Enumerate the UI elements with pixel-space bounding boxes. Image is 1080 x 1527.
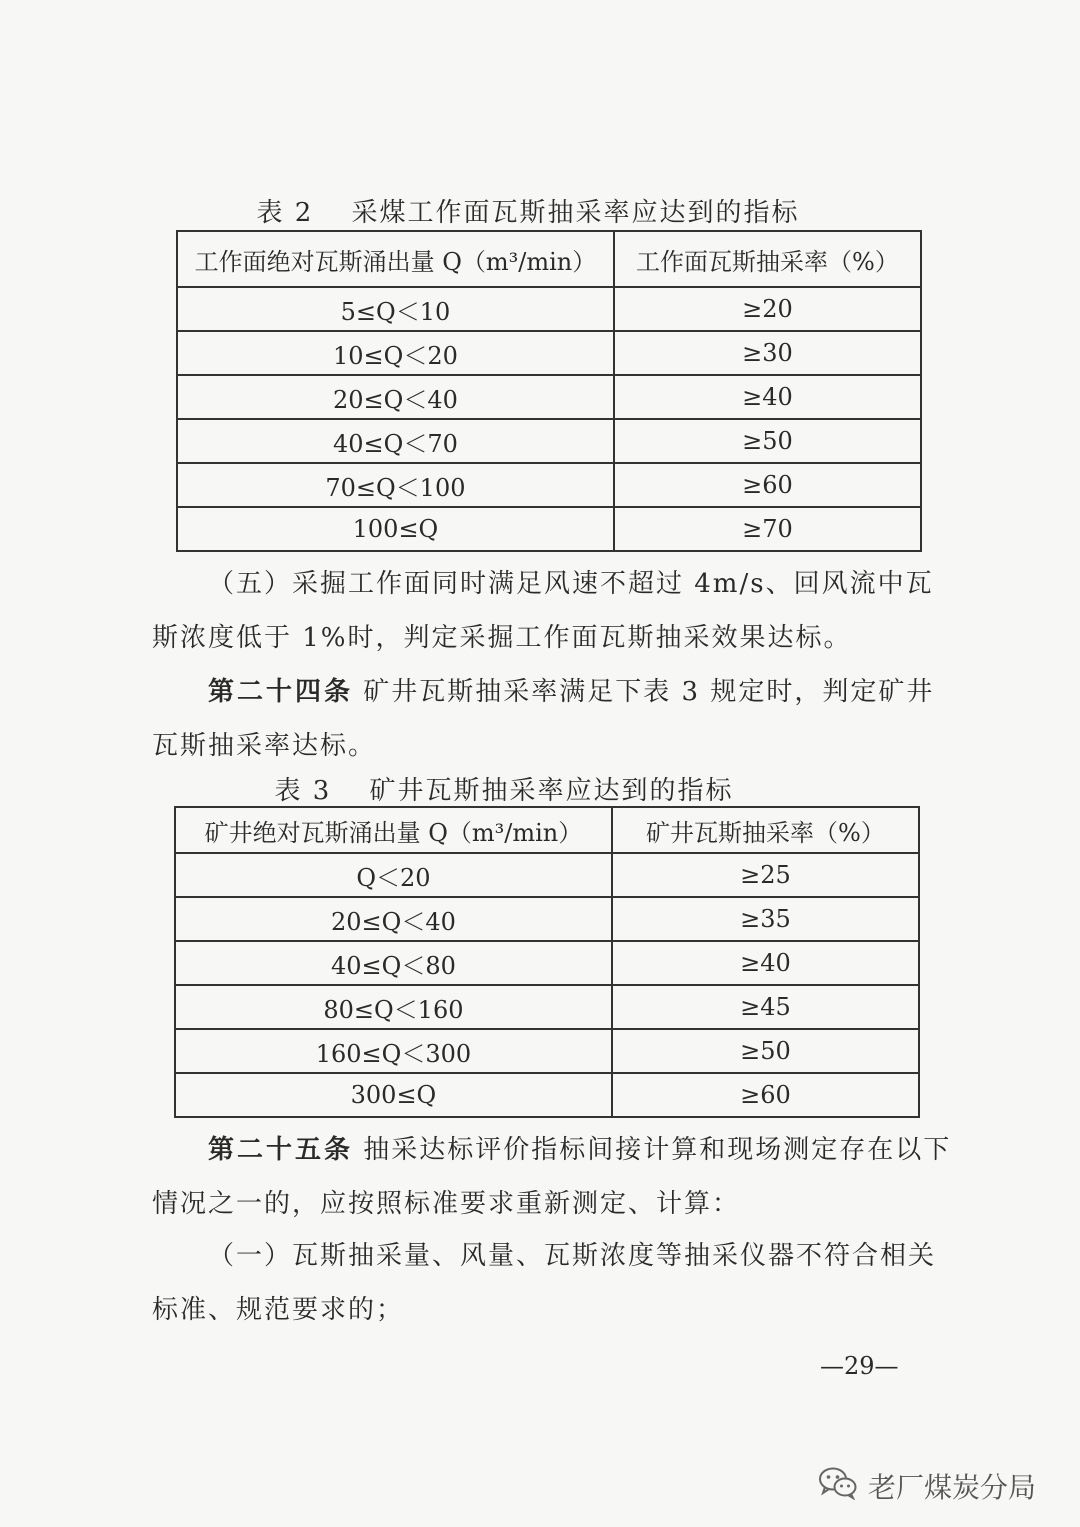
wechat-icon xyxy=(818,1466,858,1507)
table3 xyxy=(174,806,920,1118)
article-25 xyxy=(152,1123,952,1231)
table2-header-col1: 工作面绝对瓦斯涌出量 Q（m³/min） xyxy=(177,231,614,287)
table-row xyxy=(175,985,919,1029)
table3-caption: 表 3 矿井瓦斯抽采率应达到的指标 xyxy=(274,776,734,806)
table-cell: ≥70 xyxy=(614,507,921,551)
table-cell: ≥40 xyxy=(612,941,919,985)
table-row xyxy=(175,941,919,985)
table-cell: 20≤Q＜40 xyxy=(177,375,614,419)
table-cell: ≥35 xyxy=(612,897,919,941)
table3-header-col2: 矿井瓦斯抽采率（%） xyxy=(612,807,919,853)
table3-header-col1: 矿井绝对瓦斯涌出量 Q（m³/min） xyxy=(175,807,612,853)
table-row xyxy=(177,419,921,463)
table-row xyxy=(177,287,921,331)
table3-header-row xyxy=(175,807,919,853)
table-cell: ≥50 xyxy=(612,1029,919,1073)
paragraph-5: （五）采掘工作面同时满足风速不超过 4m/s、回风流中瓦斯浓度低于 1%时，判定采掘工作面瓦斯抽采效果达标。 xyxy=(152,569,934,653)
table-cell: 40≤Q＜70 xyxy=(177,419,614,463)
table2-caption: 表 2 采煤工作面瓦斯抽采率应达到的指标 xyxy=(256,198,800,228)
table2-header-col2: 工作面瓦斯抽采率（%） xyxy=(614,231,921,287)
article-25-heading: 第二十五条 xyxy=(208,1135,354,1165)
article-24-heading: 第二十四条 xyxy=(208,677,354,707)
watermark-text: 老厂煤炭分局 xyxy=(868,1471,1037,1504)
page-number: —29— xyxy=(820,1352,899,1380)
table-cell: ≥20 xyxy=(614,287,921,331)
table2 xyxy=(176,230,922,552)
article-25-item-1: （一）瓦斯抽采量、风量、瓦斯浓度等抽采仪器不符合相关标准、规范要求的； xyxy=(152,1241,937,1325)
article-25-text: 抽采达标评价指标间接计算和现场测定存在以下情况之一的，应按照标准要求重新测定、计算： xyxy=(152,1135,952,1219)
table-cell: ≥25 xyxy=(612,853,919,897)
table-row xyxy=(177,507,921,551)
watermark xyxy=(818,1464,1036,1508)
table-row xyxy=(177,463,921,507)
table-cell: ≥45 xyxy=(612,985,919,1029)
table-row xyxy=(175,897,919,941)
table-cell: ≥50 xyxy=(614,419,921,463)
table-cell: ≥40 xyxy=(614,375,921,419)
article-24 xyxy=(152,665,952,773)
table-cell: Q＜20 xyxy=(175,853,612,897)
table-cell: 160≤Q＜300 xyxy=(175,1029,612,1073)
table-row xyxy=(177,331,921,375)
table-cell: 80≤Q＜160 xyxy=(175,985,612,1029)
article-24-text: 矿井瓦斯抽采率满足下表 3 规定时，判定矿井瓦斯抽采率达标。 xyxy=(152,677,935,761)
table-cell: 20≤Q＜40 xyxy=(175,897,612,941)
table-cell: 70≤Q＜100 xyxy=(177,463,614,507)
table2-header-row xyxy=(177,231,921,287)
table-cell: 300≤Q xyxy=(175,1073,612,1117)
table-row xyxy=(175,1073,919,1117)
table-row xyxy=(175,853,919,897)
table-cell: ≥60 xyxy=(614,463,921,507)
table-cell: 40≤Q＜80 xyxy=(175,941,612,985)
table-cell: ≥30 xyxy=(614,331,921,375)
table-cell: ≥60 xyxy=(612,1073,919,1117)
table-cell: 10≤Q＜20 xyxy=(177,331,614,375)
table-cell: 100≤Q xyxy=(177,507,614,551)
table-cell: 5≤Q＜10 xyxy=(177,287,614,331)
table-row xyxy=(175,1029,919,1073)
table-row xyxy=(177,375,921,419)
